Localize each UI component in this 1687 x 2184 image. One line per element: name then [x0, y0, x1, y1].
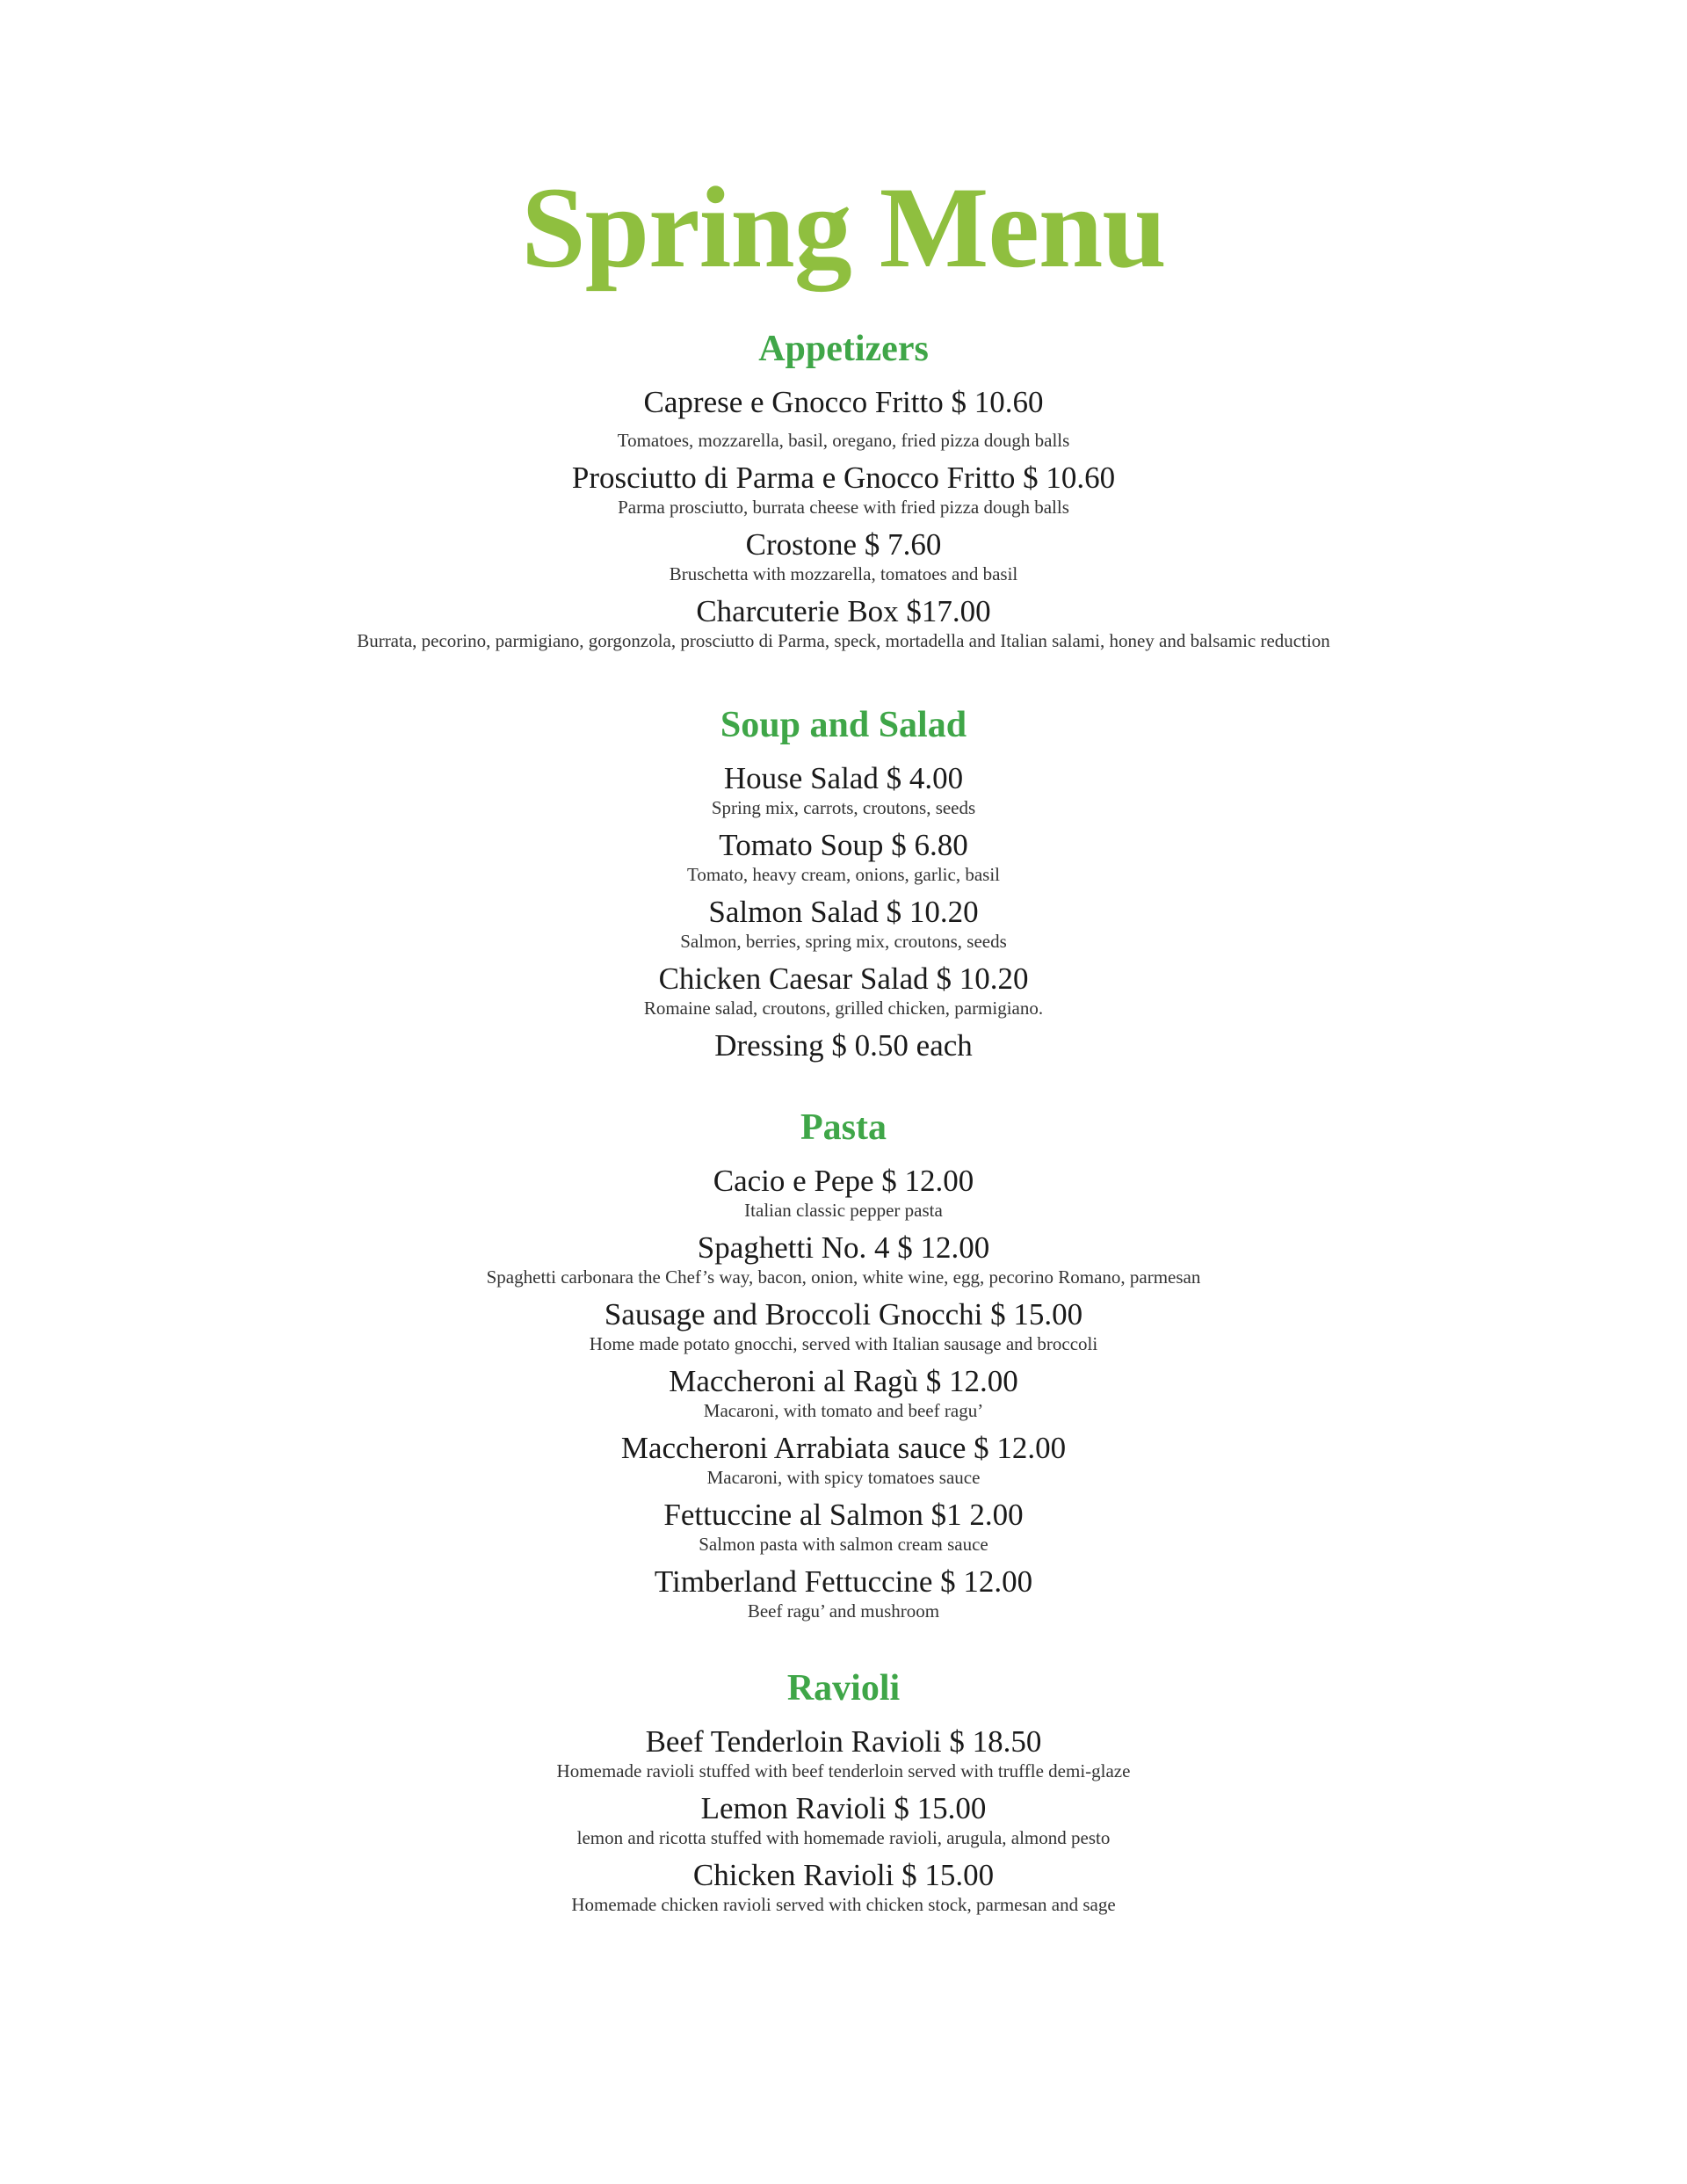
item-price: $ 15.00	[990, 1297, 1083, 1331]
section-soup-and-salad	[0, 703, 1687, 1072]
section-heading: Soup and Salad	[720, 705, 967, 745]
menu-item	[0, 1498, 1687, 1556]
item-description: Home made potato gnocchi, served with Italian sausage and broccoli	[589, 1333, 1098, 1354]
item-price: $ 6.80	[891, 828, 968, 862]
item-description: Romaine salad, croutons, grilled chicken, parmigiano.	[643, 998, 1044, 1019]
item-description: lemon and ricotta stuffed with homemade ravioli, arugula, almond pesto	[576, 1827, 1111, 1848]
item-description: Parma prosciutto, burrata cheese with fried pizza dough balls	[618, 497, 1069, 518]
page-title: Spring Menu	[521, 163, 1166, 292]
item-price: $ 15.00	[894, 1791, 987, 1825]
item-name: Timberland Fettuccine	[654, 1564, 933, 1599]
item-name: Charcuterie Box	[696, 594, 899, 628]
item-description: Beef ragu’ and mushroom	[747, 1600, 940, 1622]
item-price: $ 7.60	[864, 527, 942, 562]
item-description: Tomato, heavy cream, onions, garlic, basil	[686, 864, 1000, 885]
menu-item	[0, 1364, 1687, 1422]
menu-item	[0, 1297, 1687, 1355]
item-name: Lemon Ravioli	[700, 1791, 887, 1825]
item-name: House Salad	[723, 761, 879, 795]
item-price: $ 12.00	[881, 1164, 974, 1198]
menu-item	[0, 1564, 1687, 1622]
section-appetizers	[0, 327, 1687, 661]
item-description: Salmon pasta with salmon cream sauce	[699, 1534, 988, 1555]
item-price: $ 10.20	[936, 961, 1029, 996]
item-name: Prosciutto di Parma e Gnocco Fritto	[571, 461, 1016, 495]
menu-item	[0, 385, 1687, 452]
item-description: Spaghetti carbonara the Chef’s way, bacon, onion, white wine, egg, pecorino Romano, parmesan	[486, 1266, 1201, 1288]
item-price: $ 12.00	[940, 1564, 1033, 1599]
menu-item	[0, 1431, 1687, 1489]
item-price: $ 12.00	[974, 1431, 1067, 1465]
item-price: $ 12.00	[897, 1230, 990, 1265]
item-name: Chicken Ravioli	[692, 1858, 894, 1892]
menu-item	[0, 895, 1687, 953]
item-name: Sausage and Broccoli Gnocchi	[604, 1297, 983, 1331]
menu-item	[0, 1724, 1687, 1782]
menu-item	[0, 761, 1687, 819]
item-description: Macaroni, with spicy tomatoes sauce	[706, 1467, 981, 1488]
item-description: Spring mix, carrots, croutons, seeds	[711, 797, 976, 818]
item-name: Fettuccine al Salmon	[663, 1498, 923, 1532]
section-ravioli	[0, 1666, 1687, 1925]
item-name: Chicken Caesar Salad	[658, 961, 929, 996]
menu-item	[0, 461, 1687, 519]
item-name: Maccheroni Arrabiata sauce	[620, 1431, 967, 1465]
item-name: Dressing	[714, 1028, 824, 1063]
item-description: Salmon, berries, spring mix, croutons, seeds	[680, 931, 1007, 952]
item-name: Caprese e Gnocco Fritto	[643, 385, 944, 419]
item-price: $ 12.00	[925, 1364, 1018, 1398]
item-description: Italian classic pepper pasta	[744, 1200, 943, 1221]
item-price: $ 10.60	[1023, 461, 1116, 495]
menu-item	[0, 1230, 1687, 1288]
item-price: $ 10.60	[951, 385, 1044, 419]
item-name: Tomato Soup	[719, 828, 884, 862]
item-name: Crostone	[745, 527, 858, 562]
item-name: Maccheroni al Ragù	[669, 1364, 919, 1398]
item-price: $ 4.00	[886, 761, 964, 795]
menu-item	[0, 594, 1687, 652]
item-description: Burrata, pecorino, parmigiano, gorgonzola, prosciutto di Parma, speck, mortadella and Italian salami, honey and balsamic reduction	[357, 630, 1330, 651]
item-price: $1 2.00	[930, 1498, 1024, 1532]
item-description: Bruschetta with mozzarella, tomatoes and basil	[669, 563, 1018, 584]
item-name: Beef Tenderloin Ravioli	[645, 1724, 942, 1759]
menu-item	[0, 1164, 1687, 1222]
section-heading: Appetizers	[758, 329, 929, 369]
item-name: Spaghetti No. 4	[697, 1230, 890, 1265]
item-price: $ 18.50	[949, 1724, 1042, 1759]
item-description: Homemade ravioli stuffed with beef tenderloin served with truffle demi-glaze	[556, 1760, 1131, 1781]
menu-item	[0, 527, 1687, 585]
item-price: $ 10.20	[886, 895, 979, 929]
item-price: $ 0.50 each	[831, 1028, 973, 1063]
section-heading: Ravioli	[786, 1668, 901, 1709]
section-pasta	[0, 1106, 1687, 1631]
item-description: Tomatoes, mozzarella, basil, oregano, fried pizza dough balls	[617, 430, 1070, 451]
menu-item	[0, 961, 1687, 1019]
menu-item	[0, 1028, 1687, 1063]
item-name: Cacio e Pepe	[713, 1164, 874, 1198]
menu-item	[0, 828, 1687, 886]
menu-item	[0, 1791, 1687, 1849]
menu-item	[0, 1858, 1687, 1916]
item-name: Salmon Salad	[708, 895, 879, 929]
item-price: $17.00	[906, 594, 991, 628]
item-description: Macaroni, with tomato and beef ragu’	[703, 1400, 984, 1421]
item-price: $ 15.00	[901, 1858, 995, 1892]
item-description: Homemade chicken ravioli served with chicken stock, parmesan and sage	[571, 1894, 1116, 1915]
section-heading: Pasta	[800, 1107, 887, 1148]
